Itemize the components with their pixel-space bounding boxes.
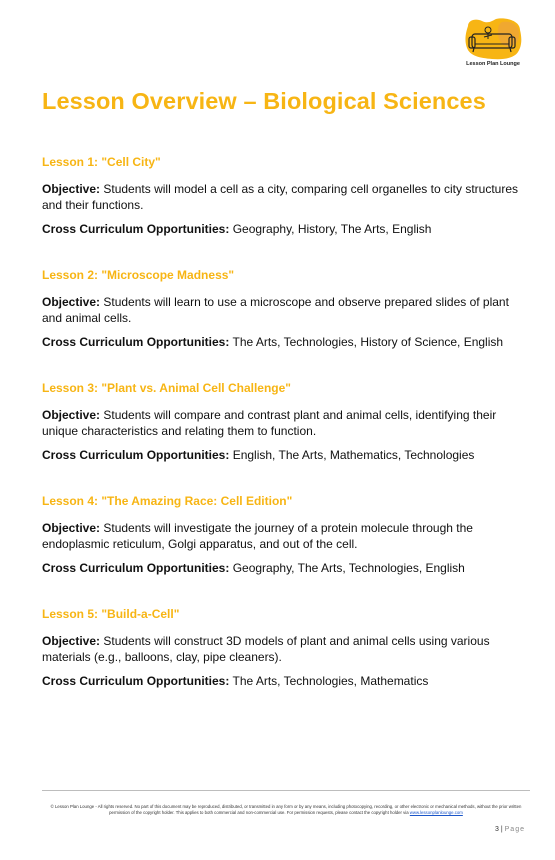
- lesson-objective: [42, 520, 532, 552]
- lesson-heading: Lesson 3: "Plant vs. Animal Cell Challenge": [42, 381, 291, 395]
- cross-curriculum-label: Cross Curriculum Opportunities:: [42, 561, 230, 575]
- lesson-objective: [42, 294, 532, 326]
- objective-text: Students will construct 3D models of plant and animal cells using various materials (e.g., balloons, clay, pipe cleaners).: [42, 634, 490, 664]
- lesson-cross-curriculum: [42, 560, 532, 576]
- lesson-section: [42, 607, 532, 697]
- cross-curriculum-label: Cross Curriculum Opportunities:: [42, 222, 230, 236]
- lesson-heading: Lesson 1: "Cell City": [42, 155, 161, 169]
- objective-text: Students will learn to use a microscope and observe prepared slides of plant and animal cells.: [42, 295, 509, 325]
- lesson-section: [42, 494, 532, 584]
- cross-curriculum-text: English, The Arts, Mathematics, Technologies: [232, 448, 475, 462]
- cross-curriculum-label: Cross Curriculum Opportunities:: [42, 448, 230, 462]
- page-word: Page: [504, 826, 525, 833]
- cross-curriculum-text: The Arts, Technologies, History of Science, English: [232, 335, 504, 349]
- cross-curriculum-label: Cross Curriculum Opportunities:: [42, 674, 230, 688]
- lesson-heading: Lesson 4: "The Amazing Race: Cell Edition": [42, 494, 293, 508]
- copyright-text: © Lesson Plan Lounge - All rights reserved. No part of this document may be reproduced, distributed, or transmitted in any form or by any means, including photocopying, recording, or other electronic or mechanical methods, without the prior written permission of the copyright holder. This applies to both commercial and non-commercial use. For permission requests, please contact the copyright holder via: [50, 804, 522, 815]
- lesson-cross-curriculum: [42, 673, 532, 689]
- objective-label: Objective:: [42, 408, 101, 422]
- lesson-objective: [42, 633, 532, 665]
- lesson-cross-curriculum: [42, 221, 532, 237]
- objective-text: Students will compare and contrast plant and animal cells, identifying their unique characteristics and relating them to function.: [42, 408, 497, 438]
- cross-curriculum-text: Geography, The Arts, Technologies, English: [232, 561, 465, 575]
- lesson-section: [42, 268, 532, 358]
- logo: [462, 18, 524, 70]
- cross-curriculum-label: Cross Curriculum Opportunities:: [42, 335, 230, 349]
- website-link[interactable]: www.lessonplanlounge.com: [409, 810, 463, 815]
- objective-label: Objective:: [42, 295, 101, 309]
- page-number-value: 3: [495, 826, 499, 833]
- lesson-objective: [42, 407, 532, 439]
- cross-curriculum-text: Geography, History, The Arts, English: [232, 222, 432, 236]
- lesson-heading: Lesson 2: "Microscope Madness": [42, 268, 235, 282]
- objective-label: Objective:: [42, 521, 101, 535]
- cross-curriculum-text: The Arts, Technologies, Mathematics: [232, 674, 429, 688]
- page-number: [495, 826, 525, 833]
- couch-logo-icon: [462, 18, 524, 62]
- footer-copyright: [42, 804, 530, 816]
- objective-label: Objective:: [42, 634, 101, 648]
- objective-label: Objective:: [42, 182, 101, 196]
- lesson-section: [42, 381, 532, 471]
- logo-text: Lesson Plan Lounge: [466, 61, 520, 67]
- lesson-cross-curriculum: [42, 447, 532, 463]
- objective-text: Students will model a cell as a city, comparing cell organelles to city structures and their functions.: [42, 182, 518, 212]
- lesson-heading: Lesson 5: "Build-a-Cell": [42, 607, 180, 621]
- lesson-objective: [42, 181, 532, 213]
- page-title: Lesson Overview – Biological Sciences: [42, 88, 486, 114]
- lesson-section: [42, 155, 532, 245]
- footer-divider: [42, 790, 530, 791]
- lesson-cross-curriculum: [42, 334, 532, 350]
- objective-text: Students will investigate the journey of a protein molecule through the endoplasmic reticulum, Golgi apparatus, and out of the cell.: [42, 521, 473, 551]
- page-separator: |: [500, 826, 503, 833]
